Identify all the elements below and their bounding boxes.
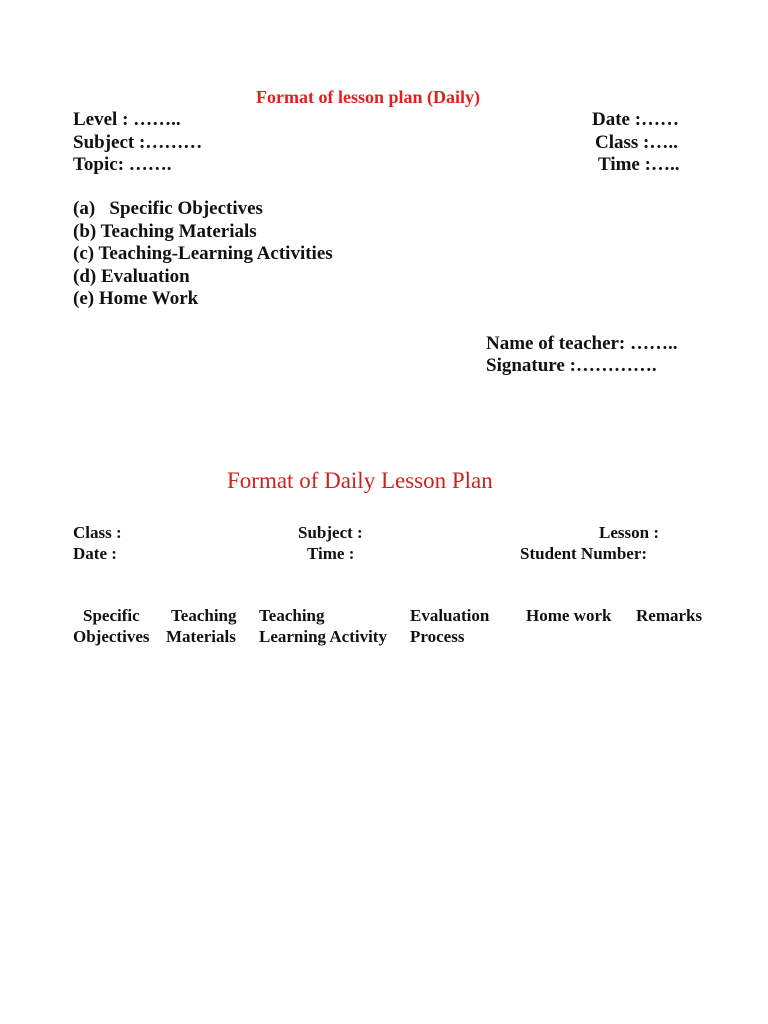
time-field: Time :….. (598, 154, 680, 175)
topic-field: Topic: ……. (73, 154, 172, 175)
column-header-line2: Process (410, 627, 465, 646)
format2-title: Format of Daily Lesson Plan (227, 468, 493, 493)
column-header-home-work (526, 605, 611, 626)
class-label: Class : (73, 523, 122, 542)
subject-field: Subject :……… (73, 132, 203, 153)
item-evaluation: (d) Evaluation (73, 266, 190, 287)
student-number-label: Student Number: (520, 544, 648, 563)
column-header-line1: Teaching (259, 606, 325, 625)
date-label: Date : (73, 544, 117, 563)
item-teaching-learning-activities: (c) Teaching-Learning Activities (73, 243, 333, 264)
column-header-teaching-learning-activity (259, 605, 387, 647)
column-header-line1: Evaluation (410, 606, 490, 625)
time-label: Time : (307, 544, 355, 563)
subject-label: Subject : (298, 523, 363, 542)
item-home-work: (e) Home Work (73, 288, 199, 309)
column-header-line1: Home work (526, 606, 612, 625)
column-header-remarks (636, 605, 702, 626)
item-teaching-materials: (b) Teaching Materials (73, 221, 257, 242)
lesson-label: Lesson : (599, 523, 659, 542)
column-header-line2: Objectives (73, 627, 150, 646)
teacher-name-field: Name of teacher: …….. (486, 333, 678, 354)
level-field: Level : …….. (73, 109, 181, 130)
column-header-specific-objectives (73, 605, 149, 647)
column-header-line1: Teaching (171, 606, 237, 625)
column-header-line1: Specific (83, 606, 140, 625)
format1-title: Format of lesson plan (Daily) (256, 87, 480, 107)
column-header-line2: Materials (166, 627, 236, 646)
class-field: Class :….. (595, 132, 678, 153)
column-header-teaching-materials (166, 605, 237, 647)
item-specific-objectives: (a) Specific Objectives (73, 198, 263, 219)
signature-field: Signature :…………. (486, 355, 657, 376)
column-header-line1: Remarks (636, 606, 703, 625)
date-field: Date :…… (592, 109, 680, 130)
column-header-evaluation-process (410, 605, 489, 647)
column-header-line2: Learning Activity (259, 627, 387, 646)
